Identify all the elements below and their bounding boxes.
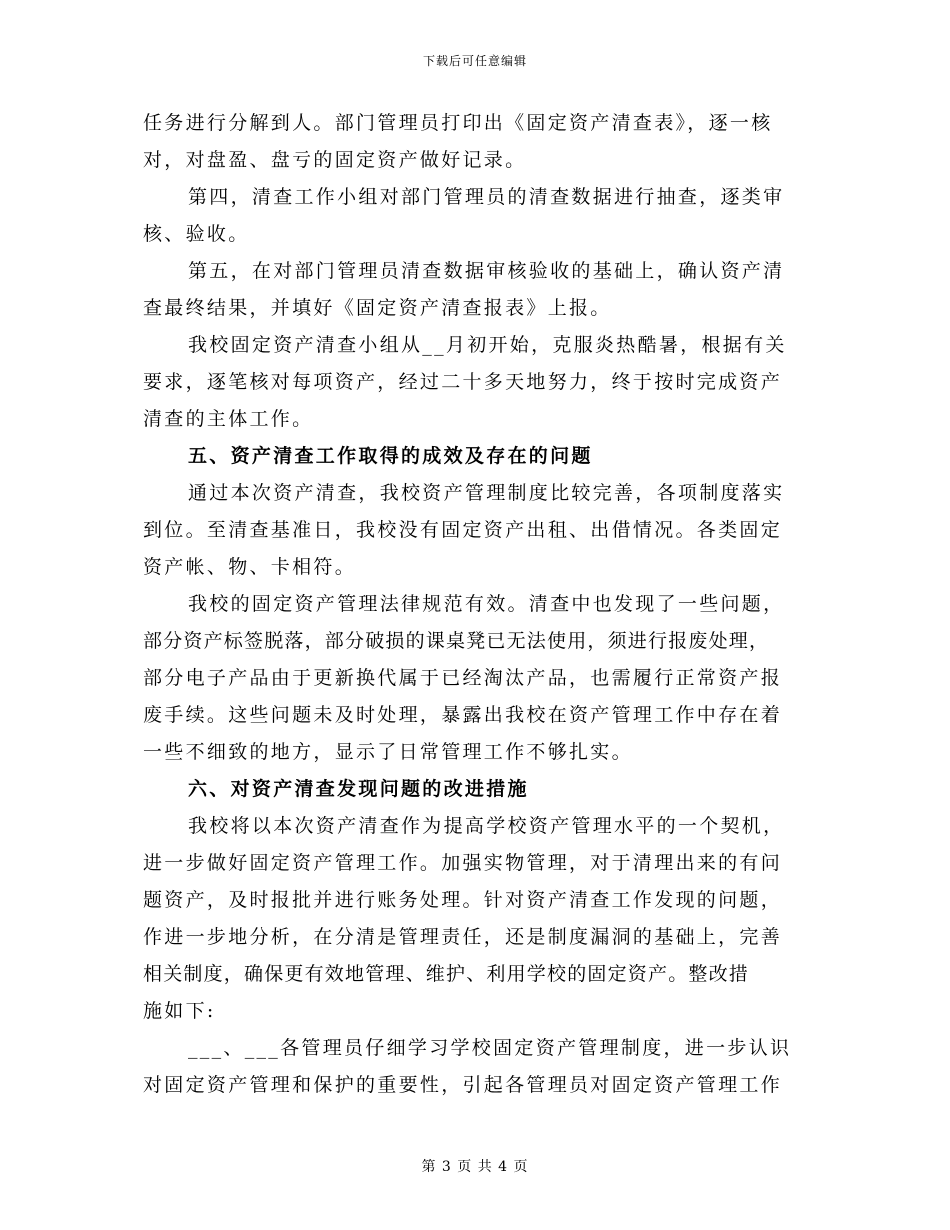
paragraph-line: 查最终结果，并填好《固定资产清查报表》上报。: [143, 297, 612, 319]
paragraph-line: 第四，清查工作小组对部门管理员的清查数据进行抽查，逐类审: [188, 186, 785, 208]
paragraph-line: 第五，在对部门管理员清查数据审核验收的基础上，确认资产清: [188, 260, 785, 282]
paragraph-line: 我校的固定资产管理法律规范有效。清查中也发现了一些问题，: [188, 593, 785, 615]
paragraph-line: 核、验收。: [143, 223, 250, 245]
paragraph-line: 相关制度，确保更有效地管理、维护、利用学校的固定资产。整改措: [143, 963, 750, 985]
paragraph-line: 资产帐、物、卡相符。: [143, 556, 357, 578]
paragraph-line: 废手续。这些问题未及时处理，暴露出我校在资产管理工作中存在着: [143, 704, 783, 726]
paragraph-line: 对固定资产管理和保护的重要性，引起各管理员对固定资产管理工作: [143, 1074, 783, 1096]
paragraph-line: 进一步做好固定资产管理工作。加强实物管理，对于清理出来的有问: [143, 852, 783, 874]
paragraph-line: 清查的主体工作。: [143, 408, 314, 430]
paragraph-line: 我校将以本次资产清查作为提高学校资产管理水平的一个契机，: [188, 815, 785, 837]
paragraph-line: 一些不细致的地方，显示了日常管理工作不够扎实。: [143, 741, 633, 763]
page-footer: 第 3 页 共 4 页: [421, 1159, 529, 1175]
paragraph-line: 对，对盘盈、盘亏的固定资产做好记录。: [143, 149, 527, 171]
document-body: [143, 105, 808, 1104]
paragraph-line: 我校固定资产清查小组从__月初开始，克服炎热酷暑，根据有关: [188, 334, 787, 356]
paragraph-line: 题资产，及时报批并进行账务处理。针对资产清查工作发现的问题，: [143, 889, 783, 911]
paragraph-line: 到位。至清查基准日，我校没有固定资产出租、出借情况。各类固定: [143, 519, 783, 541]
paragraph-line: 要求，逐笔核对每项资产，经过二十多天地努力，终于按时完成资产: [143, 371, 783, 393]
paragraph-line: 通过本次资产清查，我校资产管理制度比较完善，各项制度落实: [188, 482, 785, 504]
paragraph-line: 作进一步地分析，在分清是管理责任，还是制度漏洞的基础上，完善: [143, 926, 783, 948]
page-header: 下载后可任意编辑: [422, 54, 527, 68]
paragraph-line: 任务进行分解到人。部门管理员打印出《固定资产清查表》，逐一核: [143, 112, 773, 134]
paragraph-line: 部分电子产品由于更新换代属于已经淘汰产品，也需履行正常资产报: [143, 667, 783, 689]
section-heading: 五、资产清查工作取得的成效及存在的问题: [188, 445, 593, 467]
paragraph-line: 施如下:: [143, 1000, 216, 1022]
section-heading: 六、对资产清查发现问题的改进措施: [188, 778, 529, 800]
paragraph-line: ___、___各管理员仔细学习学校固定资产管理制度，进一步认识: [188, 1037, 792, 1059]
paragraph-line: 部分资产标签脱落，部分破损的课桌凳已无法使用，须进行报废处理，: [143, 630, 770, 652]
